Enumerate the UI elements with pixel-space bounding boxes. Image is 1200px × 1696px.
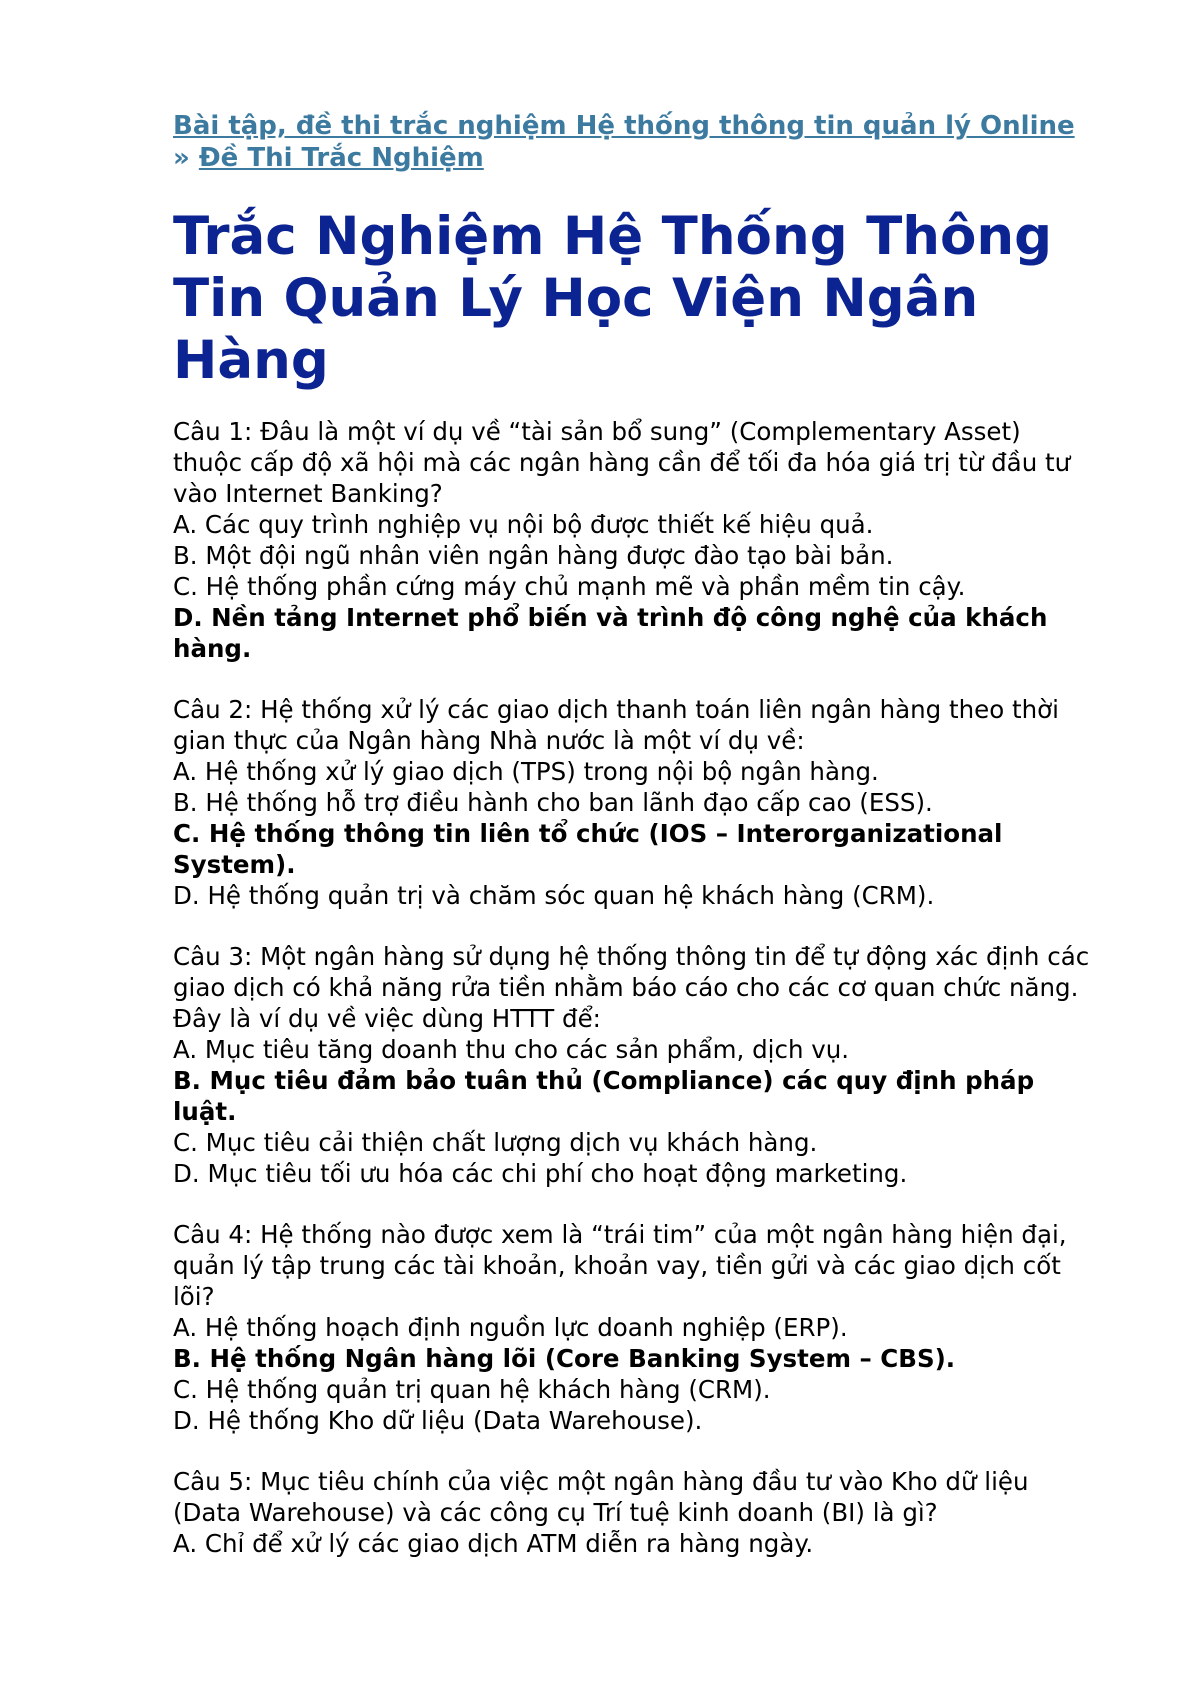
answer-option: A. Hệ thống xử lý giao dịch (TPS) trong nội bộ ngân hàng. xyxy=(173,757,879,786)
page-title: Trắc Nghiệm Hệ Thống Thông Tin Quản Lý Học Viện Ngân Hàng xyxy=(173,206,1053,391)
question-4 xyxy=(173,1219,1093,1436)
correct-answer-option: B. Hệ thống Ngân hàng lõi (Core Banking System – CBS). xyxy=(173,1344,956,1373)
question-text: Câu 3: Một ngân hàng sử dụng hệ thống thông tin để tự động xác định các giao dịch có khả năng rửa tiền nhằm báo cáo cho các cơ quan chức năng. Đây là ví dụ về việc dùng HTTT để: xyxy=(173,942,1090,1033)
breadcrumb-separator: » xyxy=(173,143,190,173)
answer-option: C. Mục tiêu cải thiện chất lượng dịch vụ khách hàng. xyxy=(173,1128,818,1157)
question-text: Câu 2: Hệ thống xử lý các giao dịch thanh toán liên ngân hàng theo thời gian thực của Ngân hàng Nhà nước là một ví dụ về: xyxy=(173,695,1059,755)
answer-option: D. Hệ thống quản trị và chăm sóc quan hệ khách hàng (CRM). xyxy=(173,881,935,910)
correct-answer-option: D. Nền tảng Internet phổ biến và trình độ công nghệ của khách hàng. xyxy=(173,603,1048,663)
answer-option: A. Mục tiêu tăng doanh thu cho các sản phẩm, dịch vụ. xyxy=(173,1035,850,1064)
breadcrumb xyxy=(173,110,1093,174)
correct-answer-option: C. Hệ thống thông tin liên tổ chức (IOS – Interorganizational System). xyxy=(173,819,1003,879)
question-text: Câu 5: Mục tiêu chính của việc một ngân hàng đầu tư vào Kho dữ liệu (Data Warehouse) và các công cụ Trí tuệ kinh doanh (BI) là gì? xyxy=(173,1467,1029,1527)
answer-option: A. Các quy trình nghiệp vụ nội bộ được thiết kế hiệu quả. xyxy=(173,510,874,539)
answer-option: A. Hệ thống hoạch định nguồn lực doanh nghiệp (ERP). xyxy=(173,1313,848,1342)
question-3 xyxy=(173,941,1093,1189)
answer-option: B. Hệ thống hỗ trợ điều hành cho ban lãnh đạo cấp cao (ESS). xyxy=(173,788,933,817)
question-1 xyxy=(173,416,1093,664)
breadcrumb-link-quiz-collection[interactable]: Bài tập, đề thi trắc nghiệm Hệ thống thông tin quản lý Online xyxy=(173,111,1075,141)
answer-option: C. Hệ thống phần cứng máy chủ mạnh mẽ và phần mềm tin cậy. xyxy=(173,572,966,601)
answer-option: C. Hệ thống quản trị quan hệ khách hàng (CRM). xyxy=(173,1375,771,1404)
question-text: Câu 1: Đâu là một ví dụ về “tài sản bổ sung” (Complementary Asset) thuộc cấp độ xã hội mà các ngân hàng cần để tối đa hóa giá trị từ đầu tư vào Internet Banking? xyxy=(173,417,1071,508)
answer-option: B. Một đội ngũ nhân viên ngân hàng được đào tạo bài bản. xyxy=(173,541,894,570)
answer-option: D. Hệ thống Kho dữ liệu (Data Warehouse). xyxy=(173,1406,703,1435)
answer-option: D. Mục tiêu tối ưu hóa các chi phí cho hoạt động marketing. xyxy=(173,1159,908,1188)
answer-option: A. Chỉ để xử lý các giao dịch ATM diễn ra hàng ngày. xyxy=(173,1529,814,1558)
breadcrumb-link-exam-category[interactable]: Đề Thi Trắc Nghiệm xyxy=(198,143,484,173)
question-2 xyxy=(173,694,1093,911)
correct-answer-option: B. Mục tiêu đảm bảo tuân thủ (Compliance) các quy định pháp luật. xyxy=(173,1066,1035,1126)
question-5 xyxy=(173,1466,1093,1559)
document-page xyxy=(173,110,1093,1589)
question-text: Câu 4: Hệ thống nào được xem là “trái tim” của một ngân hàng hiện đại, quản lý tập trung các tài khoản, khoản vay, tiền gửi và các giao dịch cốt lõi? xyxy=(173,1220,1067,1311)
